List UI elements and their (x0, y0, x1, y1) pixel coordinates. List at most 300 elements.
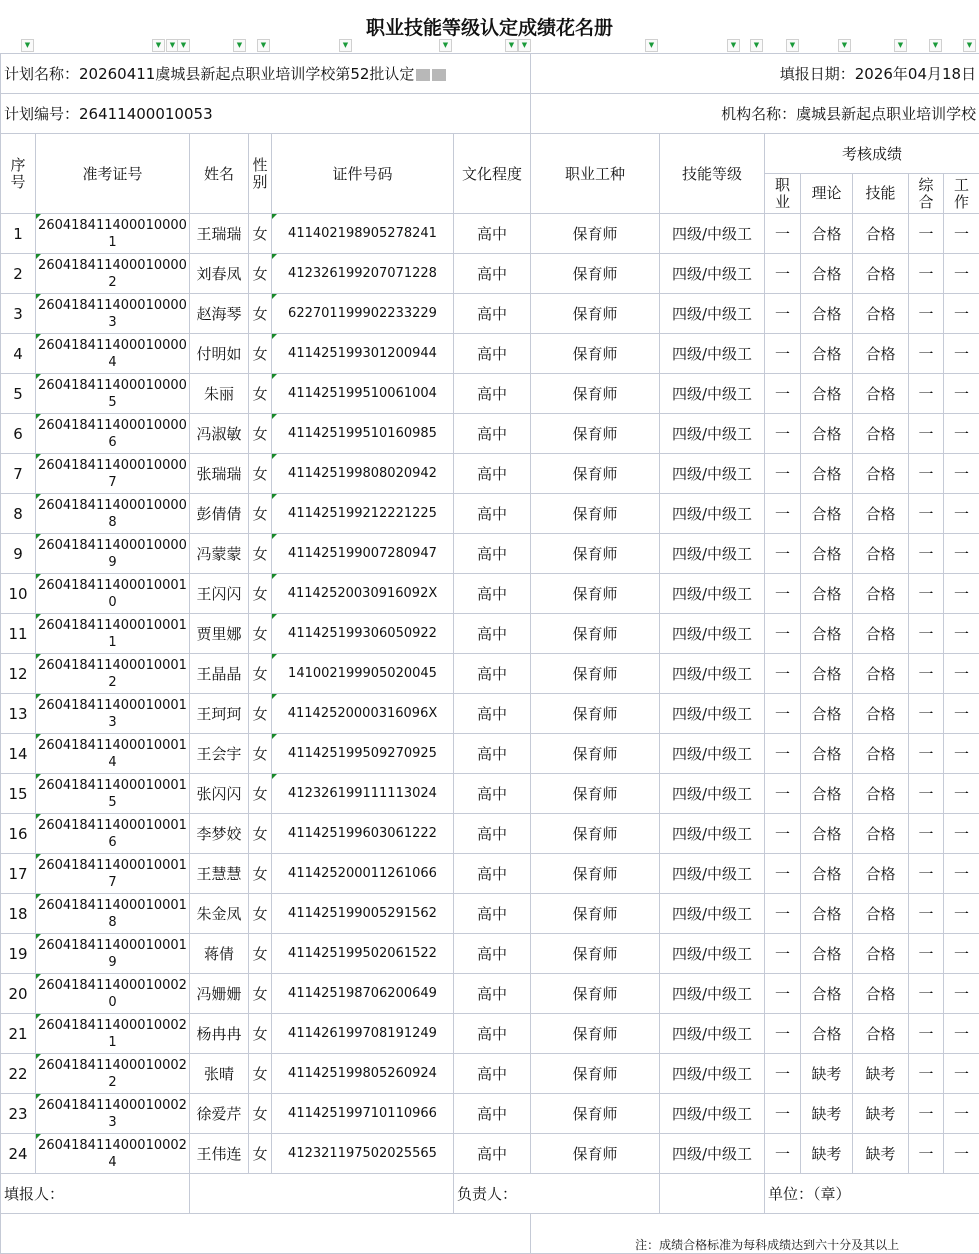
cell-score-overall[interactable] (909, 654, 944, 694)
cell-score-work[interactable] (944, 694, 979, 734)
cell-ticket-no[interactable] (36, 814, 190, 854)
cell-score-overall[interactable] (909, 894, 944, 934)
cell-score-theory[interactable] (801, 1054, 853, 1094)
cell-score-overall[interactable] (909, 534, 944, 574)
cell-score-theory[interactable] (801, 734, 853, 774)
cell-score-work[interactable] (944, 734, 979, 774)
cell-ticket-no[interactable] (36, 694, 190, 734)
cell-skill-level[interactable] (660, 814, 765, 854)
cell-id-number[interactable] (272, 334, 454, 374)
cell-name[interactable] (190, 894, 249, 934)
cell-education[interactable] (454, 694, 531, 734)
filter-dropdown-icon[interactable]: ▼ (838, 39, 851, 52)
cell-skill-level[interactable] (660, 694, 765, 734)
cell-education[interactable] (454, 294, 531, 334)
cell-score-occupation[interactable] (765, 254, 801, 294)
cell-name[interactable] (190, 974, 249, 1014)
cell-score-skill[interactable] (853, 294, 909, 334)
cell-name[interactable] (190, 254, 249, 294)
cell-education[interactable] (454, 1094, 531, 1134)
cell-gender[interactable] (249, 854, 272, 894)
cell-score-skill[interactable] (853, 1014, 909, 1054)
cell-score-work[interactable] (944, 614, 979, 654)
cell-seq[interactable] (1, 734, 36, 774)
cell-seq[interactable] (1, 1014, 36, 1054)
cell-name[interactable] (190, 214, 249, 254)
cell-score-overall[interactable] (909, 414, 944, 454)
cell-score-overall[interactable] (909, 1054, 944, 1094)
cell-name[interactable] (190, 534, 249, 574)
cell-gender[interactable] (249, 894, 272, 934)
cell-occupation[interactable] (531, 894, 660, 934)
filter-dropdown-icon[interactable]: ▼ (21, 39, 34, 52)
cell-score-theory[interactable] (801, 694, 853, 734)
cell-occupation[interactable] (531, 294, 660, 334)
cell-gender[interactable] (249, 1054, 272, 1094)
cell-score-skill[interactable] (853, 374, 909, 414)
filter-dropdown-icon[interactable]: ▼ (439, 39, 452, 52)
cell-score-work[interactable] (944, 854, 979, 894)
cell-gender[interactable] (249, 934, 272, 974)
cell-occupation[interactable] (531, 814, 660, 854)
cell-score-work[interactable] (944, 1134, 979, 1174)
cell-seq[interactable] (1, 214, 36, 254)
cell-occupation[interactable] (531, 614, 660, 654)
cell-gender[interactable] (249, 694, 272, 734)
cell-score-work[interactable] (944, 894, 979, 934)
cell-name[interactable] (190, 1014, 249, 1054)
cell-ticket-no[interactable] (36, 854, 190, 894)
cell-score-skill[interactable] (853, 534, 909, 574)
cell-name[interactable] (190, 934, 249, 974)
cell-ticket-no[interactable] (36, 1094, 190, 1134)
cell-score-overall[interactable] (909, 1094, 944, 1134)
cell-score-work[interactable] (944, 1014, 979, 1054)
cell-gender[interactable] (249, 534, 272, 574)
filter-dropdown-icon[interactable]: ▼ (894, 39, 907, 52)
cell-score-work[interactable] (944, 334, 979, 374)
cell-skill-level[interactable] (660, 374, 765, 414)
cell-name[interactable] (190, 774, 249, 814)
cell-occupation[interactable] (531, 1014, 660, 1054)
cell-skill-level[interactable] (660, 254, 765, 294)
cell-education[interactable] (454, 574, 531, 614)
cell-score-occupation[interactable] (765, 734, 801, 774)
cell-score-theory[interactable] (801, 774, 853, 814)
cell-skill-level[interactable] (660, 614, 765, 654)
cell-skill-level[interactable] (660, 654, 765, 694)
cell-id-number[interactable] (272, 454, 454, 494)
cell-skill-level[interactable] (660, 774, 765, 814)
cell-score-occupation[interactable] (765, 574, 801, 614)
cell-score-overall[interactable] (909, 334, 944, 374)
cell-score-occupation[interactable] (765, 1134, 801, 1174)
cell-name[interactable] (190, 494, 249, 534)
cell-score-skill[interactable] (853, 414, 909, 454)
cell-seq[interactable] (1, 414, 36, 454)
cell-occupation[interactable] (531, 774, 660, 814)
cell-gender[interactable] (249, 614, 272, 654)
cell-gender[interactable] (249, 1014, 272, 1054)
cell-id-number[interactable] (272, 1054, 454, 1094)
cell-occupation[interactable] (531, 974, 660, 1014)
cell-skill-level[interactable] (660, 454, 765, 494)
cell-name[interactable] (190, 334, 249, 374)
cell-score-overall[interactable] (909, 814, 944, 854)
cell-skill-level[interactable] (660, 214, 765, 254)
cell-score-overall[interactable] (909, 574, 944, 614)
cell-seq[interactable] (1, 974, 36, 1014)
cell-education[interactable] (454, 654, 531, 694)
cell-score-skill[interactable] (853, 814, 909, 854)
cell-gender[interactable] (249, 454, 272, 494)
cell-occupation[interactable] (531, 574, 660, 614)
cell-score-occupation[interactable] (765, 614, 801, 654)
cell-score-occupation[interactable] (765, 374, 801, 414)
cell-score-work[interactable] (944, 1054, 979, 1094)
cell-ticket-no[interactable] (36, 1014, 190, 1054)
cell-score-overall[interactable] (909, 614, 944, 654)
cell-id-number[interactable] (272, 654, 454, 694)
filter-dropdown-icon[interactable]: ▼ (257, 39, 270, 52)
cell-id-number[interactable] (272, 814, 454, 854)
cell-skill-level[interactable] (660, 294, 765, 334)
cell-skill-level[interactable] (660, 334, 765, 374)
cell-score-overall[interactable] (909, 854, 944, 894)
cell-ticket-no[interactable] (36, 254, 190, 294)
cell-education[interactable] (454, 934, 531, 974)
cell-occupation[interactable] (531, 854, 660, 894)
cell-name[interactable] (190, 1134, 249, 1174)
filter-dropdown-icon[interactable]: ▼ (166, 39, 179, 52)
cell-name[interactable] (190, 734, 249, 774)
cell-id-number[interactable] (272, 1134, 454, 1174)
cell-ticket-no[interactable] (36, 894, 190, 934)
cell-id-number[interactable] (272, 614, 454, 654)
cell-ticket-no[interactable] (36, 374, 190, 414)
cell-skill-level[interactable] (660, 1054, 765, 1094)
cell-id-number[interactable] (272, 214, 454, 254)
cell-score-skill[interactable] (853, 614, 909, 654)
cell-skill-level[interactable] (660, 1094, 765, 1134)
cell-score-skill[interactable] (853, 894, 909, 934)
cell-occupation[interactable] (531, 254, 660, 294)
cell-score-occupation[interactable] (765, 934, 801, 974)
cell-ticket-no[interactable] (36, 494, 190, 534)
cell-skill-level[interactable] (660, 574, 765, 614)
filter-dropdown-icon[interactable]: ▼ (505, 39, 518, 52)
cell-education[interactable] (454, 1014, 531, 1054)
cell-skill-level[interactable] (660, 934, 765, 974)
cell-skill-level[interactable] (660, 854, 765, 894)
cell-occupation[interactable] (531, 1134, 660, 1174)
cell-seq[interactable] (1, 574, 36, 614)
cell-seq[interactable] (1, 454, 36, 494)
cell-ticket-no[interactable] (36, 414, 190, 454)
cell-score-occupation[interactable] (765, 454, 801, 494)
cell-gender[interactable] (249, 1134, 272, 1174)
cell-score-work[interactable] (944, 214, 979, 254)
cell-occupation[interactable] (531, 214, 660, 254)
filter-dropdown-icon[interactable]: ▼ (963, 39, 976, 52)
cell-ticket-no[interactable] (36, 934, 190, 974)
cell-score-theory[interactable] (801, 1134, 853, 1174)
cell-score-overall[interactable] (909, 774, 944, 814)
cell-education[interactable] (454, 534, 531, 574)
cell-score-theory[interactable] (801, 814, 853, 854)
cell-id-number[interactable] (272, 494, 454, 534)
cell-score-work[interactable] (944, 974, 979, 1014)
cell-gender[interactable] (249, 494, 272, 534)
cell-score-theory[interactable] (801, 1014, 853, 1054)
cell-score-occupation[interactable] (765, 494, 801, 534)
cell-gender[interactable] (249, 574, 272, 614)
cell-ticket-no[interactable] (36, 294, 190, 334)
cell-score-skill[interactable] (853, 974, 909, 1014)
cell-score-work[interactable] (944, 374, 979, 414)
cell-score-occupation[interactable] (765, 414, 801, 454)
cell-occupation[interactable] (531, 494, 660, 534)
cell-occupation[interactable] (531, 414, 660, 454)
cell-score-theory[interactable] (801, 854, 853, 894)
cell-name[interactable] (190, 614, 249, 654)
cell-ticket-no[interactable] (36, 574, 190, 614)
cell-score-occupation[interactable] (765, 974, 801, 1014)
cell-gender[interactable] (249, 974, 272, 1014)
cell-education[interactable] (454, 1054, 531, 1094)
cell-occupation[interactable] (531, 694, 660, 734)
cell-education[interactable] (454, 774, 531, 814)
cell-score-skill[interactable] (853, 694, 909, 734)
cell-score-skill[interactable] (853, 774, 909, 814)
cell-score-overall[interactable] (909, 934, 944, 974)
filter-dropdown-icon[interactable]: ▼ (786, 39, 799, 52)
cell-education[interactable] (454, 974, 531, 1014)
cell-id-number[interactable] (272, 974, 454, 1014)
cell-name[interactable] (190, 694, 249, 734)
cell-score-theory[interactable] (801, 334, 853, 374)
cell-name[interactable] (190, 454, 249, 494)
cell-occupation[interactable] (531, 534, 660, 574)
cell-score-theory[interactable] (801, 494, 853, 534)
cell-skill-level[interactable] (660, 734, 765, 774)
cell-seq[interactable] (1, 1054, 36, 1094)
cell-skill-level[interactable] (660, 534, 765, 574)
cell-ticket-no[interactable] (36, 654, 190, 694)
cell-id-number[interactable] (272, 294, 454, 334)
cell-seq[interactable] (1, 814, 36, 854)
cell-score-work[interactable] (944, 574, 979, 614)
cell-score-theory[interactable] (801, 974, 853, 1014)
cell-score-skill[interactable] (853, 654, 909, 694)
cell-education[interactable] (454, 334, 531, 374)
cell-gender[interactable] (249, 374, 272, 414)
cell-seq[interactable] (1, 374, 36, 414)
cell-gender[interactable] (249, 214, 272, 254)
cell-seq[interactable] (1, 934, 36, 974)
cell-score-work[interactable] (944, 1094, 979, 1134)
filter-dropdown-icon[interactable]: ▼ (750, 39, 763, 52)
cell-ticket-no[interactable] (36, 454, 190, 494)
cell-name[interactable] (190, 1094, 249, 1134)
cell-name[interactable] (190, 1054, 249, 1094)
cell-seq[interactable] (1, 774, 36, 814)
cell-seq[interactable] (1, 854, 36, 894)
cell-education[interactable] (454, 454, 531, 494)
cell-seq[interactable] (1, 894, 36, 934)
cell-score-overall[interactable] (909, 494, 944, 534)
cell-score-work[interactable] (944, 774, 979, 814)
cell-score-overall[interactable] (909, 974, 944, 1014)
cell-score-overall[interactable] (909, 294, 944, 334)
cell-score-occupation[interactable] (765, 1014, 801, 1054)
cell-score-theory[interactable] (801, 574, 853, 614)
cell-ticket-no[interactable] (36, 334, 190, 374)
cell-occupation[interactable] (531, 334, 660, 374)
cell-gender[interactable] (249, 294, 272, 334)
filter-dropdown-icon[interactable]: ▼ (929, 39, 942, 52)
cell-gender[interactable] (249, 334, 272, 374)
cell-score-theory[interactable] (801, 654, 853, 694)
cell-score-theory[interactable] (801, 614, 853, 654)
cell-score-occupation[interactable] (765, 1054, 801, 1094)
cell-score-work[interactable] (944, 934, 979, 974)
cell-education[interactable] (454, 254, 531, 294)
cell-gender[interactable] (249, 734, 272, 774)
cell-ticket-no[interactable] (36, 1054, 190, 1094)
cell-occupation[interactable] (531, 374, 660, 414)
filter-dropdown-icon[interactable]: ▼ (727, 39, 740, 52)
cell-score-occupation[interactable] (765, 774, 801, 814)
cell-score-work[interactable] (944, 534, 979, 574)
cell-score-occupation[interactable] (765, 294, 801, 334)
cell-occupation[interactable] (531, 934, 660, 974)
cell-id-number[interactable] (272, 774, 454, 814)
cell-score-overall[interactable] (909, 1014, 944, 1054)
cell-score-overall[interactable] (909, 454, 944, 494)
cell-score-work[interactable] (944, 494, 979, 534)
cell-id-number[interactable] (272, 854, 454, 894)
cell-score-theory[interactable] (801, 374, 853, 414)
cell-score-occupation[interactable] (765, 694, 801, 734)
cell-id-number[interactable] (272, 934, 454, 974)
cell-skill-level[interactable] (660, 494, 765, 534)
cell-score-theory[interactable] (801, 534, 853, 574)
cell-score-occupation[interactable] (765, 854, 801, 894)
cell-seq[interactable] (1, 654, 36, 694)
cell-education[interactable] (454, 734, 531, 774)
cell-ticket-no[interactable] (36, 534, 190, 574)
cell-score-overall[interactable] (909, 254, 944, 294)
cell-score-occupation[interactable] (765, 334, 801, 374)
cell-ticket-no[interactable] (36, 214, 190, 254)
cell-score-skill[interactable] (853, 494, 909, 534)
cell-score-theory[interactable] (801, 294, 853, 334)
cell-education[interactable] (454, 494, 531, 534)
cell-score-theory[interactable] (801, 214, 853, 254)
cell-score-skill[interactable] (853, 854, 909, 894)
cell-score-overall[interactable] (909, 214, 944, 254)
cell-seq[interactable] (1, 294, 36, 334)
cell-education[interactable] (454, 894, 531, 934)
cell-occupation[interactable] (531, 454, 660, 494)
cell-id-number[interactable] (272, 1094, 454, 1134)
cell-score-work[interactable] (944, 294, 979, 334)
cell-score-skill[interactable] (853, 214, 909, 254)
cell-ticket-no[interactable] (36, 614, 190, 654)
cell-score-skill[interactable] (853, 454, 909, 494)
cell-name[interactable] (190, 854, 249, 894)
cell-score-skill[interactable] (853, 934, 909, 974)
cell-seq[interactable] (1, 1134, 36, 1174)
cell-seq[interactable] (1, 334, 36, 374)
cell-score-theory[interactable] (801, 894, 853, 934)
cell-gender[interactable] (249, 814, 272, 854)
filter-dropdown-icon[interactable]: ▼ (177, 39, 190, 52)
cell-score-overall[interactable] (909, 694, 944, 734)
cell-score-occupation[interactable] (765, 894, 801, 934)
cell-education[interactable] (454, 214, 531, 254)
cell-id-number[interactable] (272, 1014, 454, 1054)
cell-education[interactable] (454, 814, 531, 854)
cell-score-skill[interactable] (853, 1094, 909, 1134)
cell-score-overall[interactable] (909, 734, 944, 774)
cell-score-overall[interactable] (909, 374, 944, 414)
cell-occupation[interactable] (531, 1054, 660, 1094)
cell-education[interactable] (454, 1134, 531, 1174)
cell-score-theory[interactable] (801, 934, 853, 974)
cell-gender[interactable] (249, 774, 272, 814)
cell-score-occupation[interactable] (765, 534, 801, 574)
cell-name[interactable] (190, 414, 249, 454)
filter-dropdown-icon[interactable]: ▼ (518, 39, 531, 52)
cell-occupation[interactable] (531, 654, 660, 694)
cell-id-number[interactable] (272, 374, 454, 414)
cell-score-theory[interactable] (801, 1094, 853, 1134)
cell-score-skill[interactable] (853, 254, 909, 294)
cell-name[interactable] (190, 574, 249, 614)
cell-skill-level[interactable] (660, 894, 765, 934)
filter-dropdown-icon[interactable]: ▼ (152, 39, 165, 52)
cell-skill-level[interactable] (660, 1134, 765, 1174)
cell-gender[interactable] (249, 414, 272, 454)
cell-score-occupation[interactable] (765, 214, 801, 254)
cell-score-skill[interactable] (853, 334, 909, 374)
cell-id-number[interactable] (272, 414, 454, 454)
cell-score-skill[interactable] (853, 1054, 909, 1094)
cell-id-number[interactable] (272, 694, 454, 734)
cell-score-occupation[interactable] (765, 654, 801, 694)
cell-score-theory[interactable] (801, 414, 853, 454)
cell-score-work[interactable] (944, 454, 979, 494)
filter-dropdown-icon[interactable]: ▼ (339, 39, 352, 52)
cell-id-number[interactable] (272, 734, 454, 774)
cell-score-overall[interactable] (909, 1134, 944, 1174)
cell-skill-level[interactable] (660, 974, 765, 1014)
cell-name[interactable] (190, 374, 249, 414)
cell-gender[interactable] (249, 254, 272, 294)
cell-skill-level[interactable] (660, 1014, 765, 1054)
cell-score-skill[interactable] (853, 734, 909, 774)
cell-score-work[interactable] (944, 414, 979, 454)
cell-id-number[interactable] (272, 254, 454, 294)
cell-score-work[interactable] (944, 814, 979, 854)
cell-ticket-no[interactable] (36, 774, 190, 814)
cell-education[interactable] (454, 414, 531, 454)
cell-ticket-no[interactable] (36, 1134, 190, 1174)
cell-gender[interactable] (249, 1094, 272, 1134)
cell-gender[interactable] (249, 654, 272, 694)
